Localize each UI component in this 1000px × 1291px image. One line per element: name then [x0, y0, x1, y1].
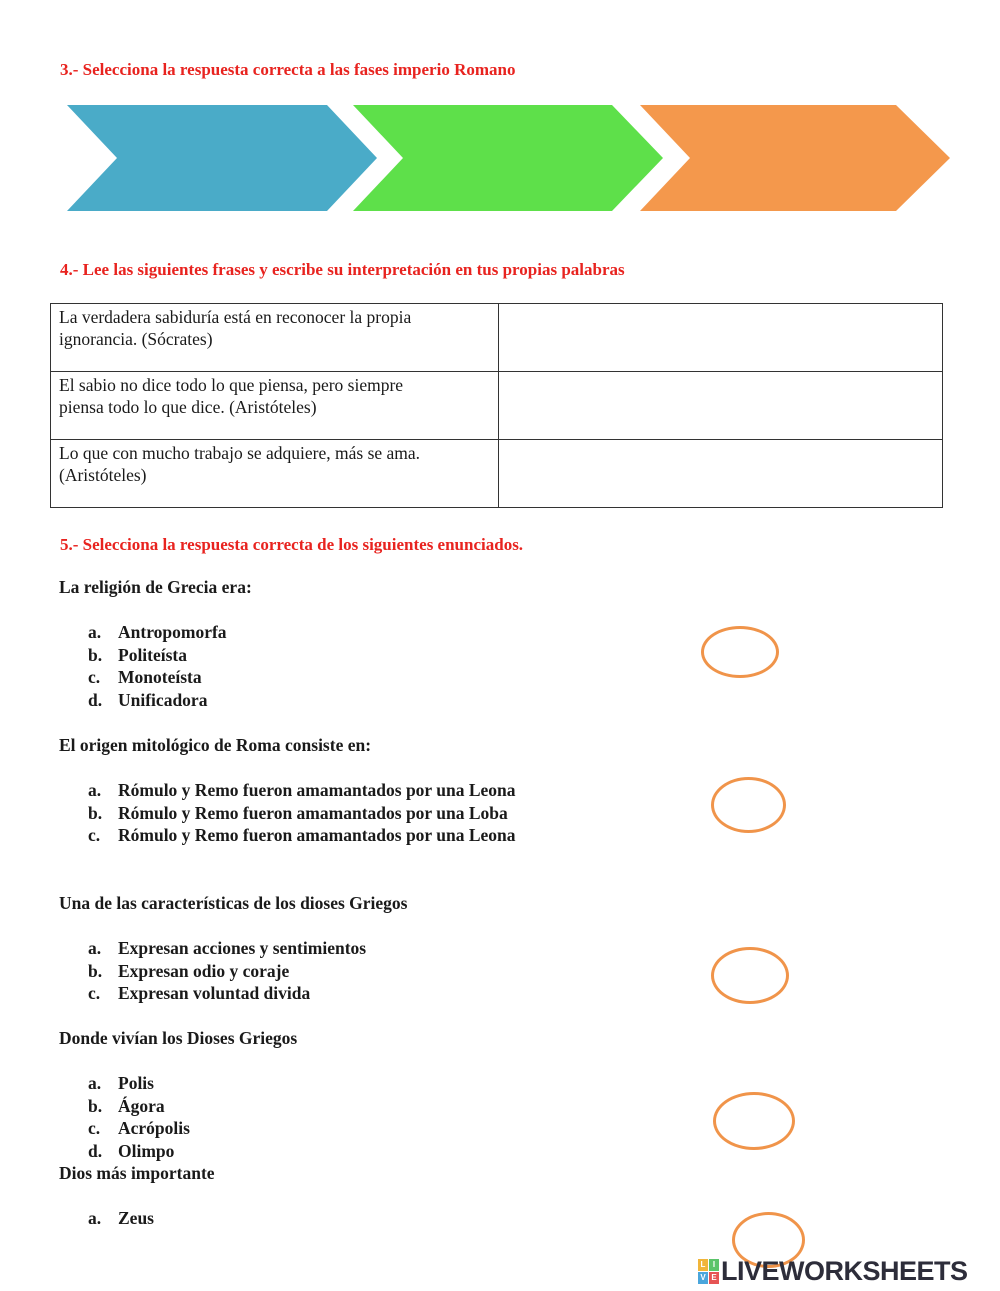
list-item	[88, 960, 366, 983]
question-prompt: Una de las características de los dioses Griegos	[59, 893, 408, 913]
section4-heading: 4.- Lee las siguientes frases y escribe su interpretación en tus propias palabras	[60, 260, 625, 279]
logo-block: I	[709, 1259, 719, 1271]
quote-line: Lo que con mucho trabajo se adquiere, más se ama.	[59, 443, 421, 463]
quote-cell	[51, 372, 499, 440]
interpretation-answer-field[interactable]	[499, 372, 943, 440]
quotes-table	[50, 303, 943, 508]
quote-line: La verdadera sabiduría está en reconocer la propia	[59, 307, 412, 327]
list-item	[88, 621, 227, 644]
option-letter: d.	[88, 689, 103, 710]
options-list	[88, 937, 366, 1005]
list-item	[88, 689, 227, 712]
option-text: Olimpo	[118, 1140, 175, 1161]
list-item	[88, 937, 366, 960]
option-text: Polis	[118, 1073, 154, 1093]
list-item	[88, 1140, 190, 1163]
logo-block: V	[698, 1272, 708, 1284]
option-text: Expresan odio y coraje	[118, 960, 290, 981]
roman-phases-arrows	[60, 102, 955, 214]
logo-block: L	[698, 1259, 708, 1271]
list-item	[88, 1072, 190, 1095]
section3-heading: 3.- Selecciona la respuesta correcta a las fases imperio Romano	[60, 60, 516, 79]
option-letter: b.	[88, 644, 103, 665]
list-item	[88, 779, 516, 802]
option-text: Politeísta	[118, 644, 188, 665]
option-letter: b.	[88, 802, 103, 823]
question-prompt: Dios más importante	[59, 1163, 215, 1183]
option-letter: a.	[88, 1073, 102, 1093]
options-list	[88, 621, 227, 711]
answer-selection-oval[interactable]	[711, 947, 789, 1004]
table-row	[51, 304, 943, 372]
quote-line: piensa todo lo que dice. (Aristóteles)	[59, 397, 317, 417]
quote-line: El sabio no dice todo lo que piensa, pero siempre	[59, 375, 404, 395]
option-text: Monoteísta	[118, 667, 202, 688]
quote-line: (Aristóteles)	[59, 465, 147, 485]
logo-text: LIVEWORKSHEETS	[721, 1256, 968, 1286]
option-text: Rómulo y Remo fueron amamantados por una Loba	[118, 802, 508, 823]
option-letter: a.	[88, 1208, 102, 1228]
interpretation-answer-field[interactable]	[499, 304, 943, 372]
answer-selection-oval[interactable]	[711, 777, 786, 833]
option-letter: a.	[88, 938, 102, 958]
option-text: Zeus	[118, 1208, 154, 1228]
phase-arrow-1[interactable]	[67, 105, 377, 211]
interpretation-answer-field[interactable]	[499, 440, 943, 508]
option-letter: c.	[88, 983, 101, 1004]
option-text: Rómulo y Remo fueron amamantados por una Leona	[118, 780, 516, 800]
option-text: Acrópolis	[118, 1118, 190, 1139]
option-letter: c.	[88, 1118, 101, 1139]
answer-selection-oval[interactable]	[701, 626, 779, 678]
quote-cell	[51, 440, 499, 508]
option-text: Rómulo y Remo fueron amamantados por una Leona	[118, 825, 516, 846]
option-text: Expresan voluntad divida	[118, 983, 311, 1004]
question-prompt: El origen mitológico de Roma consiste en:	[59, 735, 372, 755]
option-letter: c.	[88, 825, 101, 846]
option-letter: b.	[88, 960, 103, 981]
phase-arrow-3[interactable]	[640, 105, 950, 211]
logo-block: E	[709, 1272, 719, 1284]
table-row	[51, 372, 943, 440]
list-item	[88, 644, 227, 667]
liveworksheets-blocks-icon	[698, 1259, 719, 1284]
option-text: Unificadora	[118, 689, 208, 710]
question-prompt: Donde vivían los Dioses Griegos	[59, 1028, 298, 1048]
list-item	[88, 1207, 154, 1230]
answer-selection-oval[interactable]	[713, 1092, 795, 1150]
table-row	[51, 440, 943, 508]
option-text: Expresan acciones y sentimientos	[118, 938, 367, 958]
options-list	[88, 1207, 154, 1230]
liveworksheets-logo[interactable]	[698, 1255, 968, 1287]
option-text: Antropomorfa	[118, 622, 227, 642]
list-item	[88, 1095, 190, 1118]
list-item	[88, 982, 366, 1005]
option-letter: b.	[88, 1095, 103, 1116]
quote-line: ignorancia. (Sócrates)	[59, 329, 213, 349]
quote-cell	[51, 304, 499, 372]
list-item	[88, 824, 516, 847]
option-letter: d.	[88, 1140, 103, 1161]
option-text: Ágora	[118, 1095, 165, 1116]
list-item	[88, 1117, 190, 1140]
option-letter: a.	[88, 780, 102, 800]
question-prompt: La religión de Grecia era:	[59, 577, 252, 597]
option-letter: a.	[88, 622, 102, 642]
phase-arrow-2[interactable]	[353, 105, 663, 211]
list-item	[88, 802, 516, 825]
section5-heading: 5.- Selecciona la respuesta correcta de los siguientes enunciados.	[60, 535, 524, 554]
options-list	[88, 1072, 190, 1162]
list-item	[88, 666, 227, 689]
options-list	[88, 779, 516, 847]
option-letter: c.	[88, 667, 101, 688]
